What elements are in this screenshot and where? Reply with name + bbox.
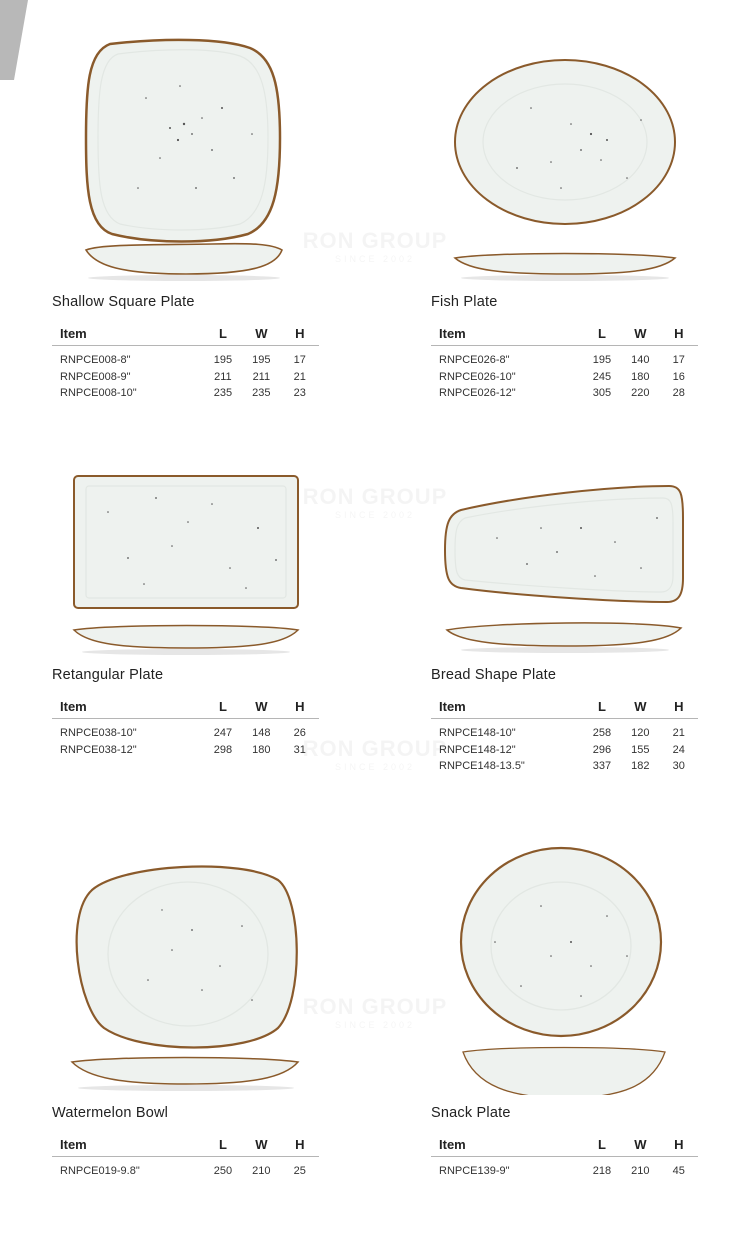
col-item-header: Item [52, 699, 204, 719]
col-w-header: W [242, 699, 280, 719]
col-w-header: W [242, 1137, 280, 1157]
spec-table [52, 699, 319, 758]
product-bread-shape-plate [431, 468, 701, 778]
dimension-value: 305 [592, 387, 612, 400]
col-item-header: Item [52, 1137, 204, 1157]
dimension-value: 24 [672, 743, 685, 756]
dimension-value: 25 [293, 1165, 306, 1178]
table-row [52, 346, 319, 369]
spec-table [52, 1137, 319, 1180]
dimension-value: 140 [631, 354, 650, 367]
col-w-header: W [621, 1137, 659, 1157]
item-code: RNPCE026-10" [439, 370, 516, 383]
col-item-header: Item [431, 1137, 583, 1157]
product-name: Watermelon Bowl [52, 1105, 169, 1121]
col-l-header: L [583, 326, 621, 346]
table-row [431, 346, 698, 369]
dimension-value: 45 [672, 1165, 685, 1178]
shallow-square-plate-image [52, 38, 322, 283]
dimension-value: 26 [293, 727, 306, 740]
product-snack-plate [431, 846, 701, 1186]
item-code: RNPCE148-13.5" [439, 760, 525, 773]
product-fish-plate [431, 38, 701, 400]
table-row [52, 719, 319, 742]
dimension-value: 235 [213, 387, 233, 400]
retangular-plate-image [52, 468, 322, 658]
table-row [431, 719, 698, 742]
col-w-header: W [621, 699, 659, 719]
dimension-value: 195 [592, 354, 612, 367]
dimension-value: 23 [293, 387, 306, 400]
table-row [431, 758, 698, 775]
col-h-header: H [281, 1137, 319, 1157]
dimension-value: 155 [631, 743, 650, 756]
spec-table [431, 699, 698, 775]
dimension-value: 211 [252, 370, 271, 383]
table-row [52, 385, 319, 402]
dimension-value: 337 [592, 760, 612, 773]
snack-plate-image [431, 846, 701, 1095]
dimension-value: 210 [631, 1165, 650, 1178]
dimension-value: 220 [631, 387, 650, 400]
item-code: RNPCE038-10" [60, 727, 137, 740]
dimension-value: 31 [293, 743, 306, 756]
table-row [52, 369, 319, 386]
col-h-header: H [660, 1137, 698, 1157]
dimension-value: 250 [213, 1165, 233, 1178]
item-code: RNPCE139-9" [439, 1165, 510, 1178]
dimension-value: 195 [252, 354, 271, 367]
dimension-value: 21 [672, 727, 685, 740]
product-name: Shallow Square Plate [52, 294, 195, 310]
table-row [52, 1157, 319, 1180]
corner-tab-decoration [0, 0, 14, 80]
dimension-value: 16 [672, 370, 685, 383]
product-name: Bread Shape Plate [431, 667, 557, 683]
dimension-value: 30 [672, 760, 685, 773]
col-l-header: L [204, 1137, 242, 1157]
dimension-value: 28 [672, 387, 685, 400]
dimension-value: 182 [631, 760, 650, 773]
product-retangular-plate [52, 468, 322, 768]
dimension-value: 17 [672, 354, 685, 367]
col-h-header: H [660, 699, 698, 719]
dimension-value: 298 [213, 743, 233, 756]
col-item-header: Item [52, 326, 204, 346]
dimension-value: 258 [592, 727, 612, 740]
col-l-header: L [204, 326, 242, 346]
product-name: Retangular Plate [52, 667, 164, 683]
col-item-header: Item [431, 699, 583, 719]
dimension-value: 120 [631, 727, 650, 740]
col-w-header: W [242, 326, 280, 346]
dimension-value: 17 [293, 354, 306, 367]
spec-table [52, 326, 319, 402]
col-h-header: H [660, 326, 698, 346]
spec-table [431, 1137, 698, 1180]
dimension-value: 148 [252, 727, 271, 740]
dimension-value: 235 [252, 387, 271, 400]
bread-shape-plate-image [431, 468, 701, 658]
item-code: RNPCE008-8" [60, 354, 131, 367]
col-l-header: L [583, 699, 621, 719]
item-code: RNPCE026-8" [439, 354, 510, 367]
table-row [52, 742, 319, 759]
fish-plate-image [431, 38, 701, 283]
product-name: Snack Plate [431, 1105, 511, 1121]
item-code: RNPCE008-9" [60, 370, 131, 383]
dimension-value: 218 [592, 1165, 612, 1178]
table-row [431, 369, 698, 386]
dimension-value: 195 [213, 354, 233, 367]
dimension-value: 21 [293, 370, 306, 383]
dimension-value: 210 [252, 1165, 271, 1178]
dimension-value: 296 [592, 743, 612, 756]
dimension-value: 211 [214, 370, 232, 383]
col-h-header: H [281, 326, 319, 346]
product-name: Fish Plate [431, 294, 498, 310]
table-row [431, 385, 698, 402]
item-code: RNPCE019-9.8" [60, 1165, 140, 1178]
item-code: RNPCE026-12" [439, 387, 516, 400]
table-row [431, 742, 698, 759]
item-code: RNPCE148-10" [439, 727, 516, 740]
dimension-value: 180 [631, 370, 650, 383]
item-code: RNPCE148-12" [439, 743, 516, 756]
table-row [431, 1157, 698, 1180]
item-code: RNPCE038-12" [60, 743, 137, 756]
col-l-header: L [583, 1137, 621, 1157]
col-l-header: L [204, 699, 242, 719]
spec-table [431, 326, 698, 402]
product-watermelon-bowl [52, 850, 322, 1190]
dimension-value: 245 [592, 370, 612, 383]
col-w-header: W [621, 326, 659, 346]
col-h-header: H [281, 699, 319, 719]
dimension-value: 247 [213, 727, 233, 740]
product-shallow-square-plate [52, 38, 322, 400]
item-code: RNPCE008-10" [60, 387, 137, 400]
col-item-header: Item [431, 326, 583, 346]
watermelon-bowl-image [52, 850, 322, 1095]
dimension-value: 180 [252, 743, 271, 756]
